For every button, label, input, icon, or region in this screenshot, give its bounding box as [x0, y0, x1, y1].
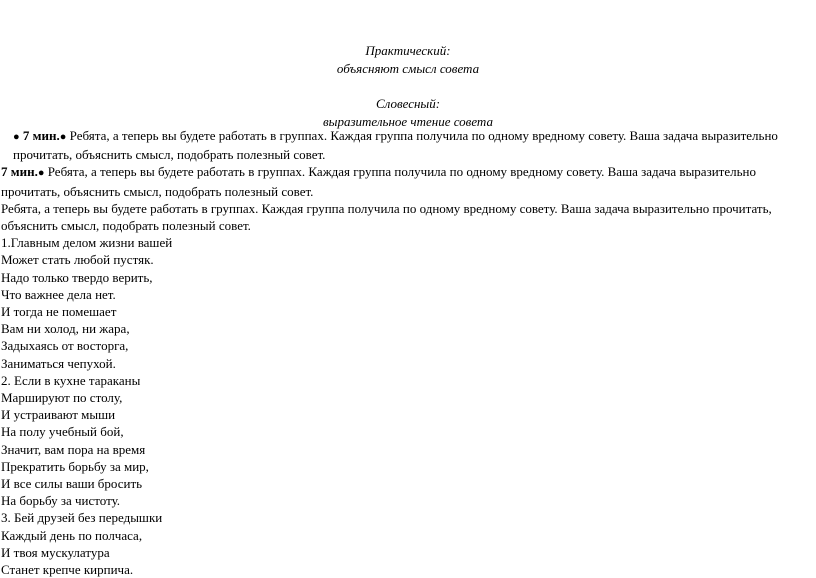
body-text: [1, 127, 813, 578]
bullet-icon: ●: [59, 131, 67, 143]
poem-line: 1.Главным делом жизни вашей: [1, 235, 173, 251]
poem-line: И тогда не помешает: [1, 304, 117, 320]
poem-line: На борьбу за чистоту.: [1, 493, 121, 509]
poem-line: Вам ни холод, ни жара,: [1, 321, 130, 337]
poem-line: Каждый день по полчаса,: [1, 527, 143, 543]
poem-line: Заниматься чепухой.: [1, 355, 116, 371]
practical-subtitle: объясняют смысл совета: [336, 61, 480, 76]
verbal-heading: [0, 95, 816, 131]
bullet-icon: ●: [37, 167, 45, 180]
practical-title: Практический:: [365, 43, 451, 58]
poem-line: Маршируют по столу,: [1, 390, 123, 406]
time-label: 7 мин.: [22, 128, 60, 143]
paragraph-3: Ребята, а теперь вы будете работать в группах. Каждая группа получила по одному вредному совету. Ваша задача выразительно прочитать, объяснить смысл, подобрать полезный совет.: [1, 200, 772, 234]
poem-line: 3. Бей друзей без передышки: [1, 510, 163, 526]
poem-line: Может стать любой пустяк.: [1, 252, 154, 268]
verbal-subtitle: выразительное чтение совета: [323, 114, 493, 129]
poem-line: Станет крепче кирпича.: [1, 562, 134, 578]
poem-line: На полу учебный бой,: [1, 424, 124, 440]
poem-line: И твоя мускулатура: [1, 544, 110, 560]
poem-line: Прекратить борьбу за мир,: [1, 458, 149, 474]
poem-line: Задыхаясь от восторга,: [1, 338, 129, 354]
poem-line: И все силы ваши бросить: [1, 476, 143, 492]
poem-line: Что важнее дела нет.: [1, 286, 116, 302]
poem-line: Значит, вам пора на время: [1, 441, 146, 457]
bullet-icon: ●: [13, 131, 20, 143]
poem-line: И устраивают мыши: [1, 407, 116, 423]
verbal-title: Словесный:: [375, 96, 441, 111]
poem-line: Надо только твердо верить,: [1, 269, 153, 285]
paragraph-1: [1, 127, 813, 163]
paragraph-text: Ребята, а теперь вы будете работать в группах. Каждая группа получила по одному вредному совету. Ваша задача выразительно прочитать, объяснить смысл, подобрать полезный совет.: [1, 164, 756, 199]
paragraph-2: [1, 163, 813, 199]
poem: [1, 234, 813, 578]
time-label: 7 мин.: [1, 164, 38, 180]
paragraph-text: Ребята, а теперь вы будете работать в группах. Каждая группа получила по одному вредному совету. Ваша задача выразительно прочитать, объяснить смысл, подобрать полезный совет.: [13, 128, 778, 163]
poem-line: 2. Если в кухне тараканы: [1, 372, 141, 388]
practical-heading: [0, 42, 816, 78]
